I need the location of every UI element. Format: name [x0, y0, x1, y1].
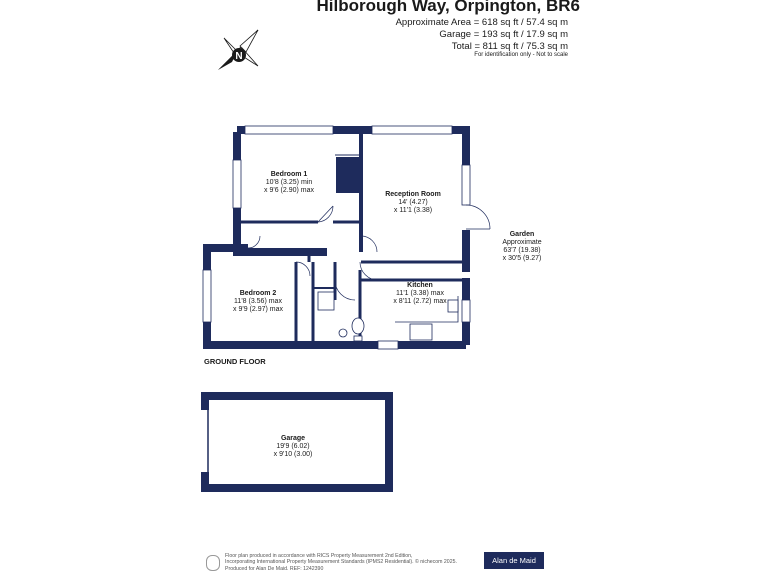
reception-dim2: x 11'1 (3.38) [393, 207, 433, 214]
footer-text [225, 553, 485, 572]
plan-badge-icon [206, 555, 220, 571]
floor-label: GROUND FLOOR [204, 357, 266, 366]
garage-dim1: 19'9 (6.02) [276, 443, 310, 450]
compass-north-letter: N [235, 51, 243, 62]
garage-name: Garage [280, 435, 306, 442]
bedroom1-name: Bedroom 1 [270, 171, 308, 178]
bedroom2-dim2: x 9'9 (2.97) max [233, 306, 283, 313]
reception-name: Reception Room [385, 191, 441, 198]
area-total: Total = 811 sq ft / 75.3 sq m [451, 41, 568, 52]
kitchen-dim2: x 8'11 (2.72) max [393, 298, 447, 305]
scale-note: For identification only - Not to scale [474, 52, 568, 58]
reception-dim1: 14' (4.27) [398, 199, 428, 206]
bedroom2-dim1: 11'8 (3.56) max [234, 298, 282, 305]
garage-dim2: x 9'10 (3.00) [273, 451, 313, 458]
garden-dim1: 63'7 (19.38) [503, 247, 541, 254]
footer-line-3: Produced for Alan De Maid. REF: 1242390 [225, 565, 324, 572]
garden-dim0: Approximate [502, 239, 542, 246]
brand-logo: Alan de Maid [484, 552, 544, 569]
compass-icon [218, 30, 258, 70]
bedroom2-name: Bedroom 2 [239, 290, 277, 297]
bedroom1-dim1: 10'8 (3.25) min [265, 179, 313, 186]
property-title: Hilborough Way, Orpington, BR6 [316, 0, 580, 15]
area-approx: Approximate Area = 618 sq ft / 57.4 sq m [395, 17, 568, 28]
kitchen-dim1: 11'1 (3.38) max [396, 290, 444, 297]
garden-name: Garden [509, 231, 535, 238]
garden-dim2: x 30'5 (9.27) [502, 255, 542, 262]
footer-line-1: Floor plan produced in accordance with RICS Property Measurement 2nd Edition, [225, 553, 413, 559]
area-garage: Garage = 193 sq ft / 17.9 sq m [439, 29, 568, 40]
bedroom1-dim2: x 9'6 (2.90) max [264, 187, 314, 194]
footer-line-2: Incorporating International Property Measurement Standards (IPMS2 Residential). © nichecom 2025. [225, 559, 457, 566]
kitchen-name: Kitchen [407, 282, 433, 289]
